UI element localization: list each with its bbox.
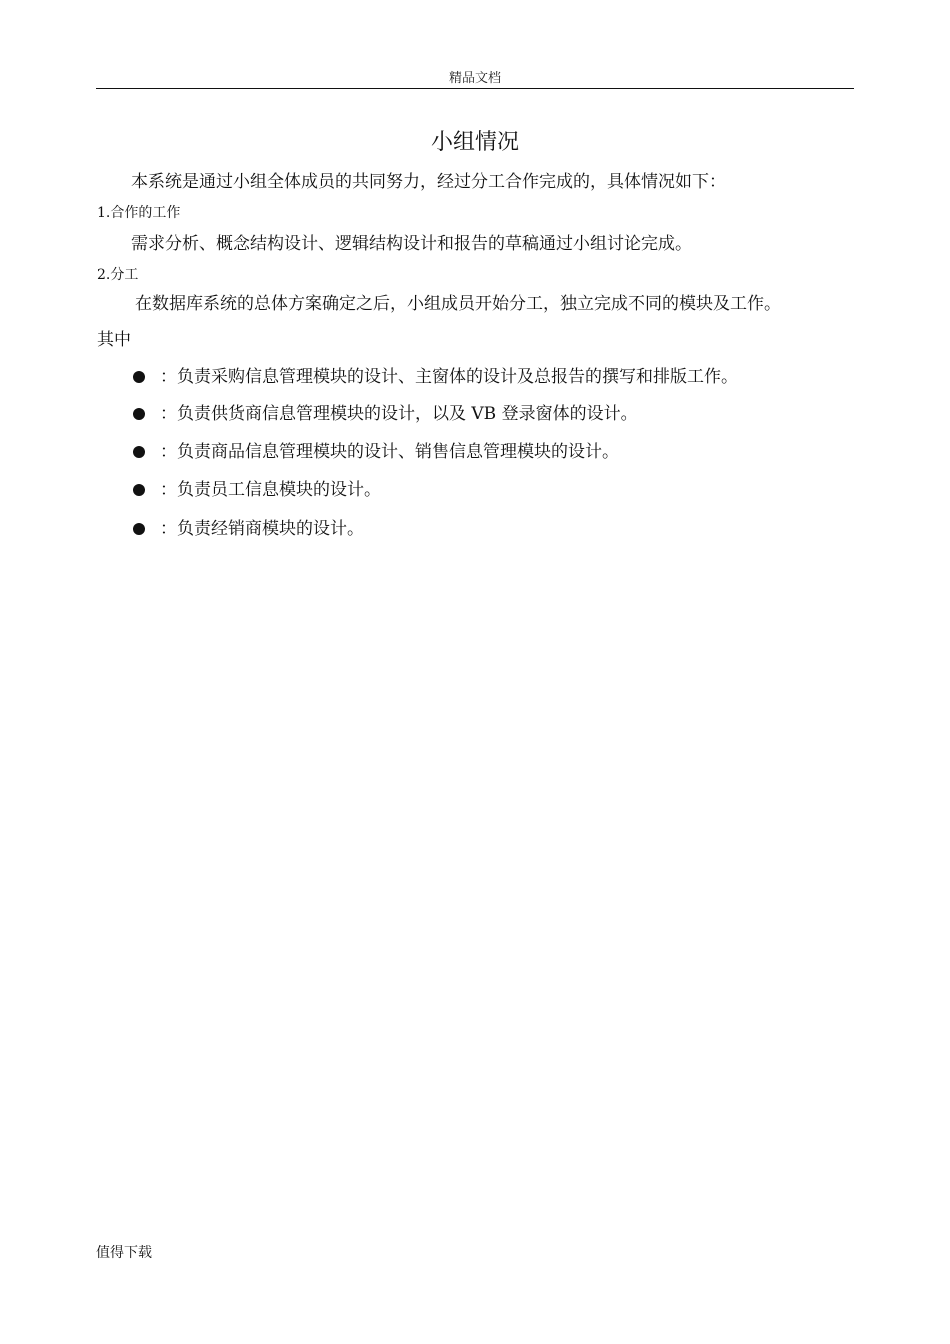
bullet-icon [133, 484, 145, 496]
bullet-icon [133, 446, 145, 458]
page-header: 精品文档 [448, 71, 501, 86]
bullet-icon [133, 408, 145, 420]
bullet-icon [133, 371, 145, 383]
list-item-text: ：负责员工信息模块的设计。 [160, 480, 381, 500]
page-footer: 值得下载 [96, 1245, 152, 1261]
list-item-text: ：负责采购信息管理模块的设计、主窗体的设计及总报告的撰写和排版工作。 [160, 367, 738, 387]
section-1-body: 需求分析、概念结构设计、逻辑结构设计和报告的草稿通过小组讨论完成。 [131, 234, 692, 254]
document-title: 小组情况 [430, 130, 519, 155]
header-divider [96, 88, 854, 89]
section-2-heading: 2.分工 [97, 267, 139, 283]
intro-paragraph: 本系统是通过小组全体成员的共同努力，经过分工合作完成的，具体情况如下： [131, 172, 726, 192]
section-1-heading: 1.合作的工作 [97, 205, 181, 221]
list-item-text: ：负责供货商信息管理模块的设计，以及 VB 登录窗体的设计。 [160, 404, 638, 424]
bullet-icon [133, 523, 145, 535]
list-item-text: ：负责商品信息管理模块的设计、销售信息管理模块的设计。 [160, 442, 619, 462]
list-item-text: ：负责经销商模块的设计。 [160, 519, 364, 539]
section-2-lead: 其中 [97, 330, 131, 350]
section-2-body: 在数据库系统的总体方案确定之后，小组成员开始分工，独立完成不同的模块及工作。 [135, 294, 781, 314]
